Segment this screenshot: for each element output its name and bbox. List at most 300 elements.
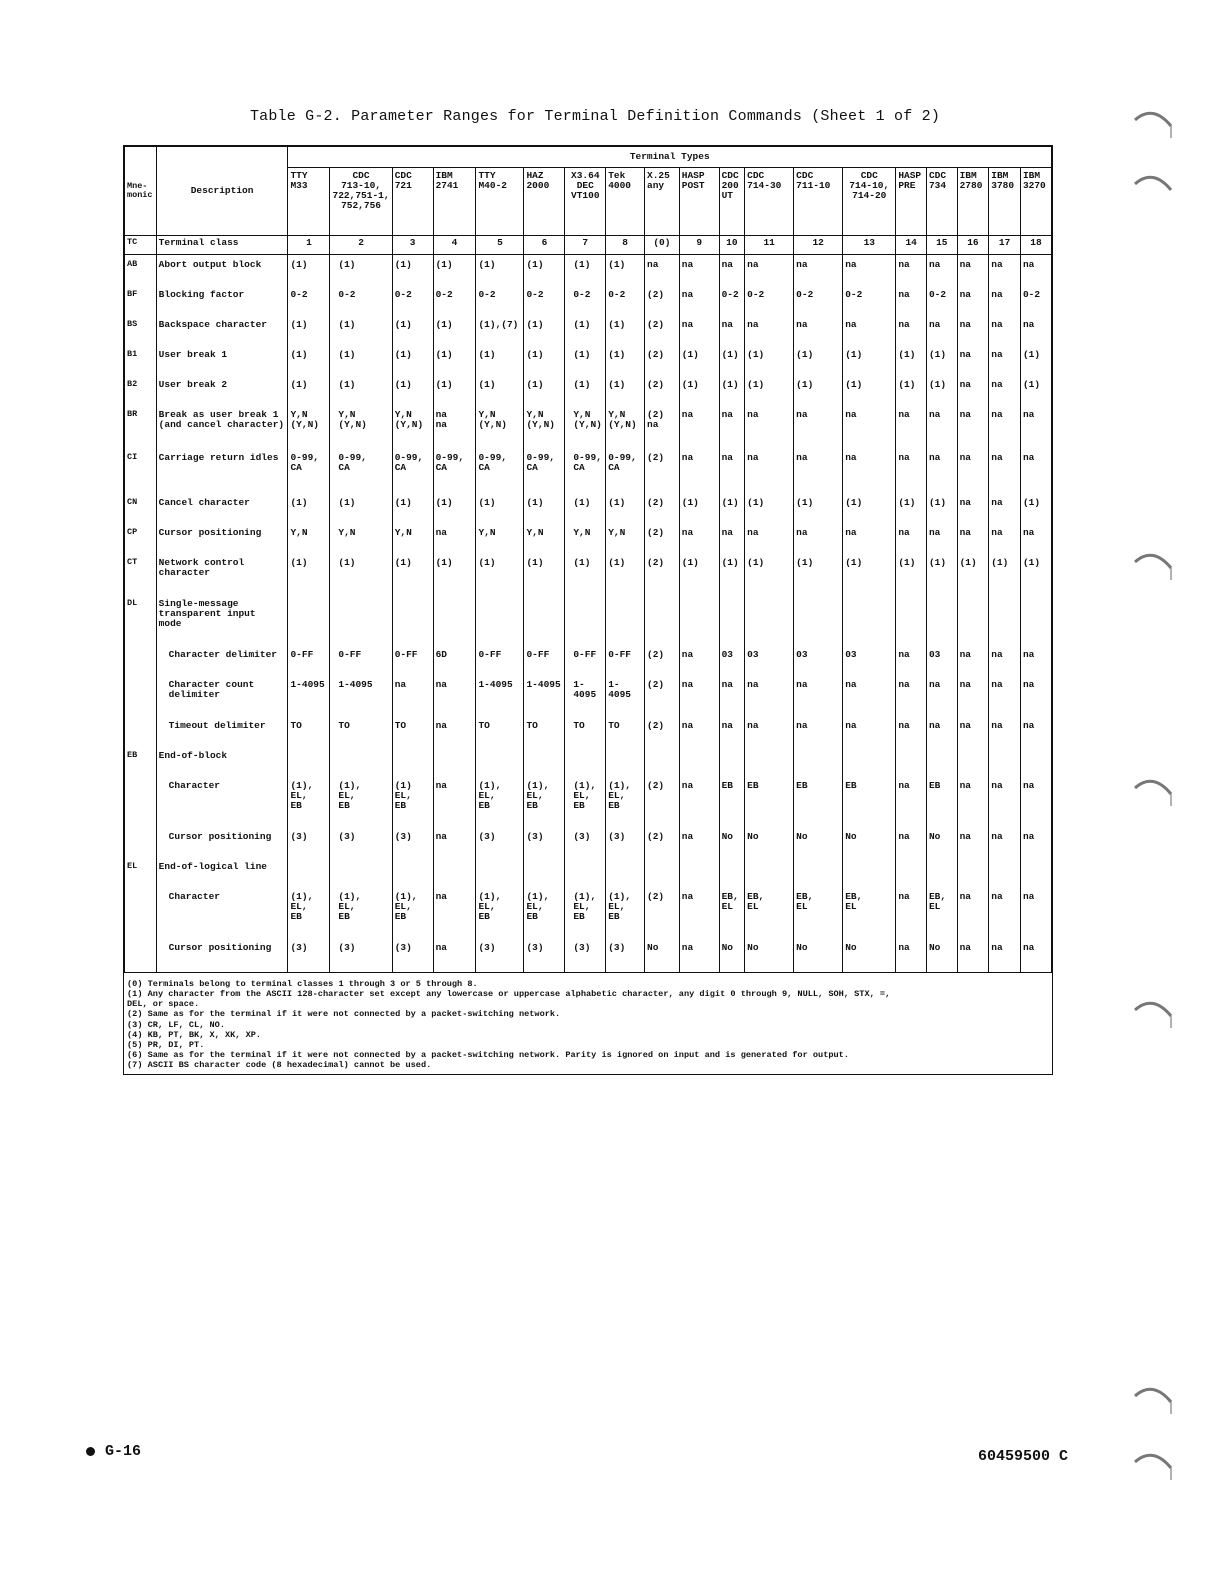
row-value: (1)	[606, 553, 645, 594]
row-value: 0-99, CA	[565, 448, 606, 493]
document-number: 60459500 C	[978, 1448, 1069, 1465]
row-value: na	[957, 493, 989, 523]
terminal-type-header: CDC 711-10	[794, 168, 843, 236]
terminal-class-number: 3	[392, 236, 433, 255]
row-value: (1)	[606, 345, 645, 375]
row-mnemonic: CN	[125, 493, 157, 523]
row-value: (2)	[645, 716, 680, 746]
row-value	[476, 746, 524, 776]
row-value: (3)	[606, 827, 645, 857]
table-note: (1) Any character from the ASCII 128-character set except any lowercase or uppercase alphabetic character, any digit 0 through 9, NULL, SOH, STX, =, DEL, or space.	[127, 989, 891, 1010]
row-value: (1), EL, EB	[330, 887, 392, 938]
row-value: na	[1020, 315, 1051, 345]
binder-hole-icon	[1133, 108, 1173, 142]
row-value: na	[679, 255, 719, 286]
row-value: na	[989, 405, 1021, 448]
row-value: No	[794, 938, 843, 972]
row-value: na	[926, 523, 957, 553]
row-value: na	[794, 716, 843, 746]
terminal-class-number: 6	[524, 236, 565, 255]
row-value: 0-2	[926, 285, 957, 315]
row-value: na	[843, 448, 896, 493]
row-value: na	[843, 255, 896, 286]
row-value: na	[957, 887, 989, 938]
terminal-type-header: CDC 714-10, 714-20	[843, 168, 896, 236]
row-value: (1)	[524, 315, 565, 345]
row-value: (1)	[288, 375, 330, 405]
terminal-class-number: 12	[794, 236, 843, 255]
row-value: na	[1020, 645, 1051, 675]
row-value: na	[745, 523, 794, 553]
row-value: 1-4095	[606, 675, 645, 716]
row-value: na	[794, 448, 843, 493]
row-value: na	[745, 405, 794, 448]
row-value: na	[679, 938, 719, 972]
row-value: (3)	[392, 827, 433, 857]
row-value: na	[926, 448, 957, 493]
row-value: (1)	[896, 375, 927, 405]
row-value: na	[433, 776, 476, 827]
row-value: (1)	[606, 255, 645, 286]
terminal-type-header: CDC 734	[926, 168, 957, 236]
table-row	[125, 523, 1052, 553]
row-value: na	[926, 716, 957, 746]
row-value: EB, EL	[926, 887, 957, 938]
row-value: 0-2	[330, 285, 392, 315]
row-value: (1)	[524, 493, 565, 523]
row-value: (1)	[719, 345, 745, 375]
row-value: Y,N (Y,N)	[288, 405, 330, 448]
row-value: (1)	[926, 345, 957, 375]
row-value: (1)	[565, 553, 606, 594]
row-description: Network control character	[156, 553, 288, 594]
bullet-icon	[86, 1447, 95, 1456]
row-value: TO	[330, 716, 392, 746]
row-value: (1),(7)	[476, 315, 524, 345]
row-value: na	[957, 938, 989, 972]
row-value: na	[989, 285, 1021, 315]
row-value: (1)	[392, 375, 433, 405]
row-value: (1)	[330, 375, 392, 405]
row-value: na	[679, 716, 719, 746]
row-value: na	[433, 938, 476, 972]
row-value: (1), EL, EB	[606, 887, 645, 938]
row-value: 0-99, CA	[392, 448, 433, 493]
row-value	[926, 594, 957, 645]
row-value: No	[794, 827, 843, 857]
terminal-type-header: CDC 721	[392, 168, 433, 236]
row-value: na	[957, 345, 989, 375]
row-value: 0-99, CA	[606, 448, 645, 493]
table-row	[125, 645, 1052, 675]
description-header: Description	[156, 147, 288, 236]
table-row	[125, 553, 1052, 594]
row-value: (1)	[330, 493, 392, 523]
row-value: No	[645, 938, 680, 972]
row-value: TO	[392, 716, 433, 746]
row-value	[794, 594, 843, 645]
row-description: Cursor positioning	[156, 523, 288, 553]
row-value: na	[719, 675, 745, 716]
row-value: Y,N (Y,N)	[330, 405, 392, 448]
row-value: na	[1020, 827, 1051, 857]
row-value: (1)	[524, 255, 565, 286]
row-value: na	[745, 675, 794, 716]
row-value: No	[719, 938, 745, 972]
terminal-class-number: 10	[719, 236, 745, 255]
row-value: 0-99, CA	[476, 448, 524, 493]
row-value: na	[645, 255, 680, 286]
row-value: (1)	[1020, 553, 1051, 594]
terminal-class-number: 17	[989, 236, 1021, 255]
row-value: 0-FF	[288, 645, 330, 675]
row-value: (1)	[288, 493, 330, 523]
table-notes	[124, 972, 1052, 1074]
row-value: 0-99, CA	[330, 448, 392, 493]
row-value	[719, 746, 745, 776]
row-value: (1)	[719, 493, 745, 523]
row-value: (2)	[645, 645, 680, 675]
row-value	[330, 594, 392, 645]
row-value: (2)	[645, 448, 680, 493]
row-value: EB	[794, 776, 843, 827]
row-value: na	[896, 827, 927, 857]
row-value: na	[989, 345, 1021, 375]
row-value: na	[745, 448, 794, 493]
row-value: (1)	[606, 493, 645, 523]
row-value: (2)	[645, 315, 680, 345]
row-value: (2)	[645, 375, 680, 405]
row-value: na	[433, 716, 476, 746]
row-value: EB, EL	[745, 887, 794, 938]
row-value: Y,N (Y,N)	[565, 405, 606, 448]
row-value: (1)	[679, 375, 719, 405]
row-value: na	[989, 938, 1021, 972]
row-value: na	[926, 405, 957, 448]
row-value: Y,N (Y,N)	[606, 405, 645, 448]
row-value: 0-2	[794, 285, 843, 315]
row-value: No	[926, 938, 957, 972]
row-mnemonic: CT	[125, 553, 157, 594]
row-value: TO	[565, 716, 606, 746]
row-mnemonic	[125, 938, 157, 972]
row-description: User break 2	[156, 375, 288, 405]
row-value: (2)	[645, 675, 680, 716]
row-value: (1)	[926, 493, 957, 523]
table-row	[125, 255, 1052, 286]
row-value: na	[989, 887, 1021, 938]
terminal-class-number: 13	[843, 236, 896, 255]
row-value: na	[896, 716, 927, 746]
row-value: (3)	[288, 938, 330, 972]
terminal-type-header: Tek 4000	[606, 168, 645, 236]
row-value: (1)	[476, 255, 524, 286]
row-value	[524, 857, 565, 887]
row-value	[679, 857, 719, 887]
row-value: na	[719, 315, 745, 345]
table-row	[125, 375, 1052, 405]
row-value: 0-99, CA	[433, 448, 476, 493]
row-value: (1)	[392, 493, 433, 523]
row-value: na	[719, 716, 745, 746]
row-value: na	[679, 675, 719, 716]
row-value: (1)	[679, 493, 719, 523]
row-value: (1), EL, EB	[330, 776, 392, 827]
page-number-text: G-16	[105, 1443, 142, 1460]
row-value: (1)	[524, 375, 565, 405]
row-value: na	[989, 523, 1021, 553]
row-value: na	[794, 523, 843, 553]
row-value: na	[957, 285, 989, 315]
row-value: (1), EL, EB	[392, 887, 433, 938]
terminal-type-header: TTY M40-2	[476, 168, 524, 236]
table-row	[125, 594, 1052, 645]
row-value: (1)	[330, 553, 392, 594]
row-value: (2)	[645, 887, 680, 938]
terminal-class-number: 5	[476, 236, 524, 255]
row-value: na	[989, 675, 1021, 716]
row-description: Character delimiter	[156, 645, 288, 675]
table-row	[125, 405, 1052, 448]
row-description: Backspace character	[156, 315, 288, 345]
row-value: na	[896, 448, 927, 493]
table-note: (7) ASCII BS character code (8 hexadecimal) cannot be used.	[127, 1060, 432, 1071]
row-value: Y,N (Y,N)	[524, 405, 565, 448]
table-row	[125, 315, 1052, 345]
row-value: na	[957, 405, 989, 448]
row-value	[330, 746, 392, 776]
terminal-class-row	[125, 236, 1052, 255]
row-value: 0-2	[719, 285, 745, 315]
row-mnemonic: EB	[125, 746, 157, 776]
row-value: (1)	[524, 553, 565, 594]
table-row	[125, 776, 1052, 827]
row-value: na	[957, 716, 989, 746]
terminal-type-header: IBM 3780	[989, 168, 1021, 236]
terminal-class-number: 7	[565, 236, 606, 255]
row-mnemonic: BS	[125, 315, 157, 345]
row-value: TO	[476, 716, 524, 746]
row-value	[433, 857, 476, 887]
row-value: 1-4095	[565, 675, 606, 716]
row-value: 0-2	[843, 285, 896, 315]
binder-hole-icon	[1133, 776, 1173, 810]
row-value: (1)	[896, 493, 927, 523]
row-mnemonic	[125, 675, 157, 716]
row-value: 0-2	[565, 285, 606, 315]
row-value: na	[679, 285, 719, 315]
row-value: na	[1020, 716, 1051, 746]
row-value	[989, 857, 1021, 887]
row-value: na	[896, 887, 927, 938]
terminal-class-number: 9	[679, 236, 719, 255]
row-value	[957, 746, 989, 776]
terminal-type-header: HASP POST	[679, 168, 719, 236]
row-value	[565, 746, 606, 776]
row-mnemonic: BR	[125, 405, 157, 448]
terminal-type-header: HAZ 2000	[524, 168, 565, 236]
table-note: (3) CR, LF, CL, NO.	[127, 1019, 225, 1030]
row-value: 6D	[433, 645, 476, 675]
row-value: (3)	[565, 938, 606, 972]
row-description: End-of-logical line	[156, 857, 288, 887]
row-value: (1)	[565, 315, 606, 345]
row-value: (1)	[288, 345, 330, 375]
row-value: (1)	[745, 493, 794, 523]
row-value	[606, 857, 645, 887]
row-value: (1)	[392, 315, 433, 345]
row-value: na	[679, 776, 719, 827]
row-mnemonic: TC	[125, 236, 157, 255]
row-value: EB	[745, 776, 794, 827]
row-value	[645, 746, 680, 776]
table-row	[125, 675, 1052, 716]
row-value: na	[896, 645, 927, 675]
row-value: (3)	[524, 938, 565, 972]
row-value	[957, 594, 989, 645]
row-value	[679, 594, 719, 645]
row-value	[1020, 746, 1051, 776]
terminal-type-header: CDC 713-10, 722,751-1, 752,756	[330, 168, 392, 236]
row-value: (1)	[433, 345, 476, 375]
row-value: (3)	[330, 827, 392, 857]
parameter-table	[124, 146, 1052, 972]
row-value	[392, 594, 433, 645]
row-value: na	[1020, 887, 1051, 938]
row-value: (1)	[606, 315, 645, 345]
row-value: (1)	[565, 255, 606, 286]
terminal-type-header: CDC 714-30	[745, 168, 794, 236]
row-value	[794, 857, 843, 887]
row-value: na	[843, 315, 896, 345]
row-value	[476, 857, 524, 887]
row-value: na	[989, 315, 1021, 345]
row-value: na	[679, 645, 719, 675]
row-value	[719, 857, 745, 887]
row-value: 0-FF	[606, 645, 645, 675]
row-value: na	[1020, 776, 1051, 827]
terminal-class-number: 11	[745, 236, 794, 255]
row-value: 0-2	[606, 285, 645, 315]
table-note: (4) KB, PT, BK, X, XK, XP.	[127, 1029, 262, 1040]
row-value: (1)	[330, 315, 392, 345]
row-value: (1)	[565, 493, 606, 523]
row-value: (1), EL, EB	[565, 776, 606, 827]
terminal-type-header: TTY M33	[288, 168, 330, 236]
row-value	[524, 746, 565, 776]
row-value: (1)	[926, 553, 957, 594]
row-value: (1), EL, EB	[606, 776, 645, 827]
row-value: na	[989, 827, 1021, 857]
row-value: (1)	[794, 345, 843, 375]
row-value: na	[433, 675, 476, 716]
row-mnemonic: EL	[125, 857, 157, 887]
row-value: EB	[843, 776, 896, 827]
row-value: na	[896, 776, 927, 827]
row-description: Character count delimiter	[156, 675, 288, 716]
row-value: (1)	[843, 493, 896, 523]
row-value: 0-99, CA	[524, 448, 565, 493]
row-value	[476, 594, 524, 645]
binder-hole-icon	[1133, 172, 1173, 206]
row-value: na	[1020, 675, 1051, 716]
row-mnemonic: CI	[125, 448, 157, 493]
row-value	[957, 857, 989, 887]
row-value: (1)	[794, 493, 843, 523]
row-description: Break as user break 1 (and cancel character)	[156, 405, 288, 448]
row-value	[896, 746, 927, 776]
row-value	[843, 857, 896, 887]
terminal-type-header: IBM 3270	[1020, 168, 1051, 236]
row-value: 0-2	[288, 285, 330, 315]
row-value	[606, 746, 645, 776]
row-value: 1-4095	[288, 675, 330, 716]
row-value: (1)	[989, 553, 1021, 594]
row-value: (1)	[433, 553, 476, 594]
table-row	[125, 716, 1052, 746]
binder-hole-icon	[1133, 998, 1173, 1032]
row-value	[843, 594, 896, 645]
row-value: (1)	[392, 345, 433, 375]
row-value: 0-99, CA	[288, 448, 330, 493]
row-value: Y,N	[476, 523, 524, 553]
row-value: (2)	[645, 523, 680, 553]
row-value	[926, 746, 957, 776]
row-value: na	[679, 405, 719, 448]
row-value: 1-4095	[476, 675, 524, 716]
row-value: na	[745, 315, 794, 345]
row-value: (2)	[645, 827, 680, 857]
binder-hole-icon	[1133, 1384, 1173, 1418]
row-value	[288, 594, 330, 645]
row-description: Timeout delimiter	[156, 716, 288, 746]
row-value: 03	[926, 645, 957, 675]
row-value: (1)	[1020, 493, 1051, 523]
terminal-types-header: Terminal Types	[288, 147, 1052, 168]
row-value: na	[794, 255, 843, 286]
row-value: (1)	[476, 553, 524, 594]
row-value: 1-4095	[330, 675, 392, 716]
row-value: (1)	[745, 375, 794, 405]
row-value: (1)	[843, 345, 896, 375]
row-value: na	[896, 315, 927, 345]
row-value	[1020, 857, 1051, 887]
row-value: EB, EL	[794, 887, 843, 938]
row-value: (1)	[330, 345, 392, 375]
row-value: (1)	[330, 255, 392, 286]
row-value	[745, 857, 794, 887]
row-value: (3)	[476, 827, 524, 857]
row-value: (3)	[606, 938, 645, 972]
row-value: (1)	[745, 345, 794, 375]
row-value: Y,N (Y,N)	[392, 405, 433, 448]
row-value: (1), EL, EB	[524, 776, 565, 827]
row-value	[896, 594, 927, 645]
row-value: (2) na	[645, 405, 680, 448]
table-note: (0) Terminals belong to terminal classes 1 through 3 or 5 through 8.	[127, 979, 478, 989]
terminal-class-number: 2	[330, 236, 392, 255]
row-value: na	[926, 675, 957, 716]
row-value: na	[794, 315, 843, 345]
row-value: (2)	[645, 493, 680, 523]
row-value: (1)	[794, 375, 843, 405]
row-value: (2)	[645, 776, 680, 827]
row-value: (1)	[476, 345, 524, 375]
row-value	[330, 857, 392, 887]
row-mnemonic: B2	[125, 375, 157, 405]
row-mnemonic: CP	[125, 523, 157, 553]
row-value: Y,N (Y,N)	[476, 405, 524, 448]
